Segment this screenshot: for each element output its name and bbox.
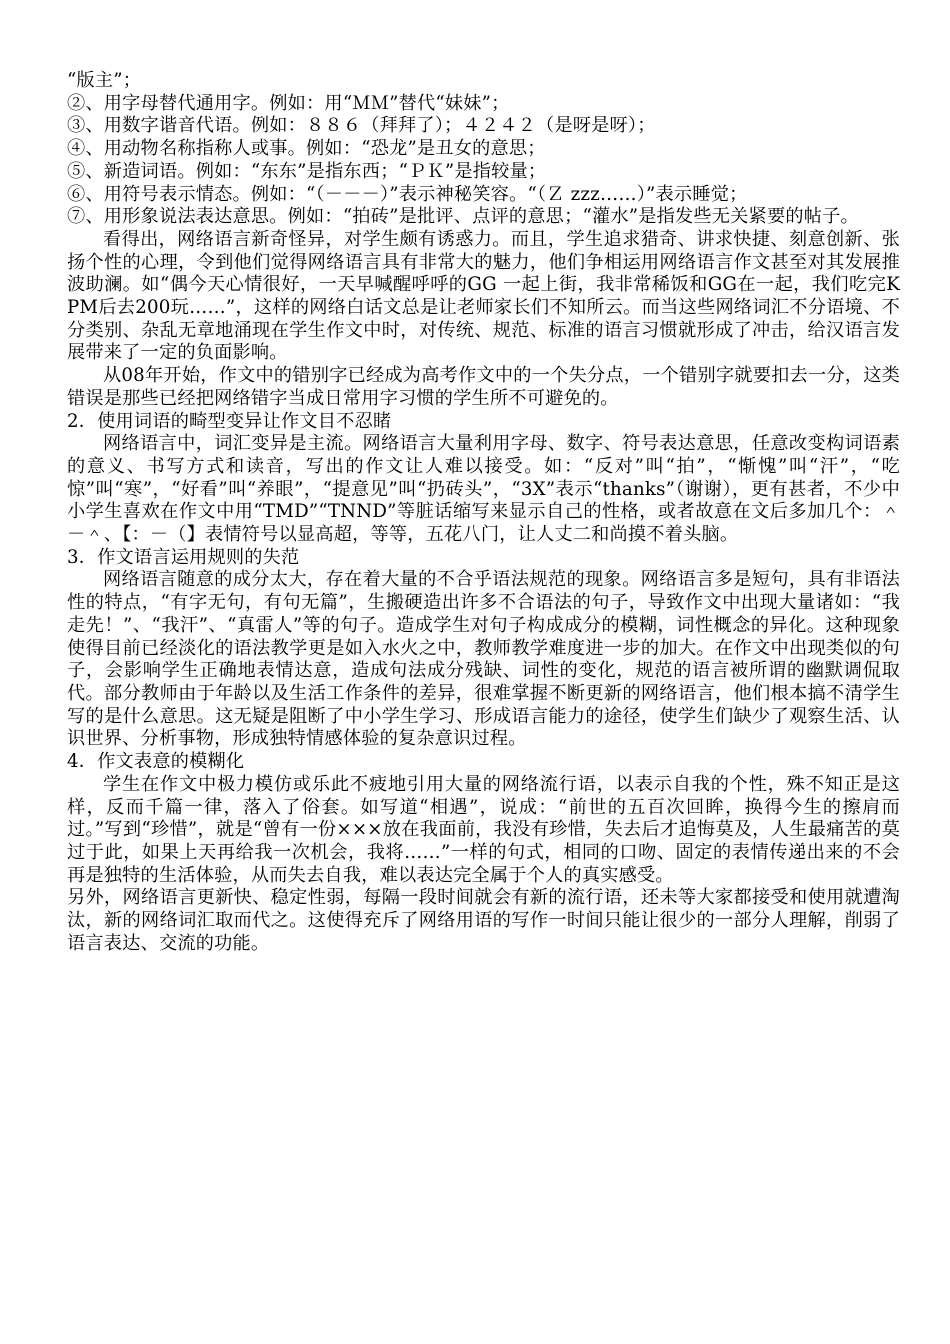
paragraph-vocabulary: 网络语言中，词汇变异是主流。网络语言大量利用字母、数字、符号表达意思，任意改变构词语素的意义、书写方式和读音，写出的作文让人难以接受。如：“反对”叫“拍”，“惭愧”叫“汗”，“吃惊”叫“寒”，“好看”叫“养眼”，“提意见”叫“扔砖头”，“3X”表示“thanks”（谢谢），更有甚者，不少中小学生喜欢在作文中用“TMD”“TNND”等脏话缩写来显示自己的性格，或者故意在文后多加几个：＾－＾、【：－（】表情符号以显高超，等等，五花八门，让人丈二和尚摸不着头脑。 xyxy=(67,433,900,546)
list-item-banzhu: “版主”； xyxy=(67,70,142,91)
list-item-numbers: ③、用数字谐音代语。例如：８８６（拜拜了）；４２４２（是呀是呀）； xyxy=(67,115,656,137)
paragraph-appeal: 看得出，网络语言新奇怪异，对学生颇有诱惑力。而且，学生追求猎奇、讲求快捷、刻意创新、张扬个性的心理，令到他们觉得网络语言具有非常大的魅力，他们争相运用网络语言作文甚至对其发展推波助澜。如“偶今天心情很好，一天早喊醒呼呼的GG 一起上街，我非常稀饭和GG在一起，我们吃完KPM后去200玩……”，这样的网络白话文总是让老师家长们不知所云。而当这些网络词汇不分语境、不分类别、杂乱无章地涌现在学生作文中时，对传统、规范、标准的语言习惯就形成了冲击，给汉语言发展带来了一定的负面影响。 xyxy=(67,228,900,364)
section-heading-3: 3．作文语言运用规则的失范 xyxy=(67,546,300,568)
paragraph-update: 另外，网络语言更新快、稳定性弱，每隔一段时间就会有新的流行语，还未等大家都接受和使用就遭淘汰，新的网络词汇取而代之。这使得充斥了网络用语的写作一时间只能让很少的一部分人理解，削弱了语言表达、交流的功能。 xyxy=(67,887,900,954)
paragraph-grammar: 网络语言随意的成分太大，存在着大量的不合乎语法规范的现象。网络语言多是短句，具有非语法性的特点，“有字无句，有句无篇”，生搬硬造出许多不合语法的句子，导致作文中出现大量诸如：“我走先！”、“我汗”、“真雷人”等的句子。造成学生对句子构成成分的模糊，词性概念的异化。这种现象使得目前已经淡化的语法教学更是如入水火之中，教师教学难度进一步的加大。在作文中出现类似的句子，会影响学生正确地表情达意，造成句法成分残缺、词性的变化，规范的语言被所谓的幽默调侃取代。部分教师由于年龄以及生活工作条件的差异，很难掌握不断更新的网络语言，他们根本搞不清学生写的是什么意思。这无疑是阻断了中小学生学习、形成语言能力的途径，使学生们缺少了观察生活、认识世界、分析事物，形成独特情感体验的复杂意识过程。 xyxy=(67,569,900,750)
paragraph-expression: 学生在作文中极力模仿或乐此不疲地引用大量的网络流行语，以表示自我的个性，殊不知正是这样，反而千篇一律，落入了俗套。如写道“相遇”，说成：“前世的五百次回眸，换得今生的擦肩而过。”写到“珍惜”，就是“曾有一份×××放在我面前，我没有珍惜，失去后才追悔莫及，人生最痛苦的莫过于此，如果上天再给我一次机会，我将……”一样的句式，相同的口吻、固定的表情传递出来的不会再是独特的生活体验，从而失去自我，难以表达完全属于个人的真实感受。 xyxy=(67,773,900,886)
section-heading-4: 4．作文表意的模糊化 xyxy=(67,751,245,773)
paragraph-typos: 从08年开始，作文中的错别字已经成为高考作文中的一个失分点，一个错别字就要扣去一分，这类错误是那些已经把网络错字当成日常用字习惯的学生所不可避免的。 xyxy=(67,365,900,409)
section-heading-2: 2．使用词语的畸型变异让作文目不忍睹 xyxy=(67,410,392,432)
list-item-new-words: ⑤、新造词语。例如：“东东”是指东西；“ＰＫ”是指较量； xyxy=(67,160,547,182)
list-item-letters: ②、用字母替代通用字。例如：用“ＭＭ”替代“妹妹”； xyxy=(67,92,510,114)
list-item-imagery: ⑦、用形象说法表达意思。例如：“拍砖”是批评、点评的意思；“灌水”是指发些无关紧要的帖子。 xyxy=(67,206,859,228)
list-item-symbols: ⑥、用符号表示情态。例如：“（－－－）”表示神秘笑容。“（Ｚ zzz……）”表示睡觉； xyxy=(67,183,748,205)
list-item-animals: ④、用动物名称指称人或事。例如：“恐龙”是丑女的意思； xyxy=(67,138,546,160)
